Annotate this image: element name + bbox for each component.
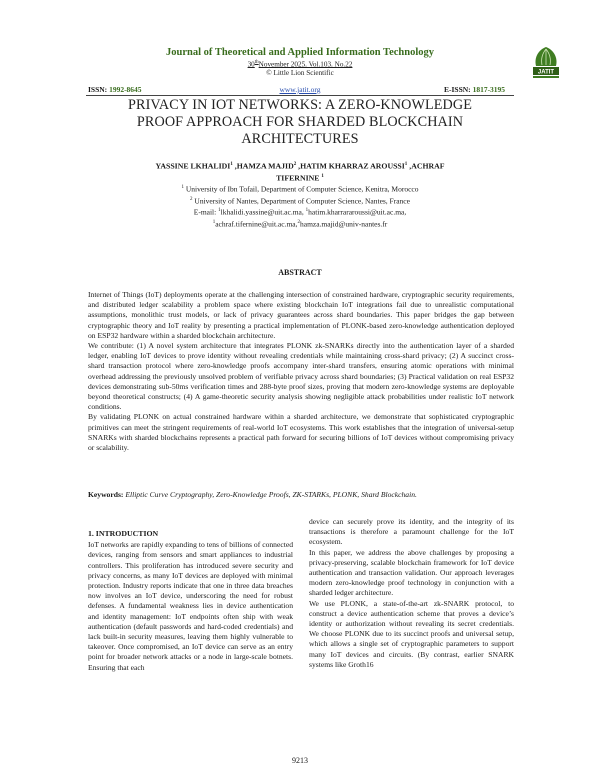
keywords-list: Elliptic Curve Cryptography, Zero-Knowledge Proofs, ZK-STARKs, PLONK, Shard Blockchain. [123,490,417,499]
intro-left-column [88,529,293,673]
paper-title-line-1: PRIVACY IN IOT NETWORKS: A ZERO-KNOWLEDGE [128,97,472,113]
author-name: ,HATIM KHARRAZ AROUSSI [296,161,405,171]
affiliation-2 [0,195,600,207]
author-list [0,160,600,183]
affil-mark: 2 [297,219,300,225]
author-line-1 [0,160,600,172]
keywords-label: Keywords: [88,490,124,499]
issue-date-volume: November 2025. Vol.103. No.22 [258,60,353,69]
issue-line [0,60,600,68]
issue-day-suffix: th [254,60,259,65]
intro-paragraph-1: IoT networks are rapidly expanding to tens of billions of connected devices, ranging from sensors and smart appliances to industrial controllers. This proliferation has introduced severe security and privacy concerns, as many IoT devices are deployed with minimal protection. Industry reports indicate that one in three data breaches now involves an IoT device, underscoring the need for robust defenses. A fundamental weakness lies in device authentication and identity management: IoT endpoints often ship with weak authentication (default passwords and hard-coded credentials) and lack built-in security measures, leaving them highly vulnerable to takeover. Once compromised, an IoT device can serve as an entry point for broader network attacks or a node in large-scale botnets. Ensuring that each [88,540,293,672]
affil-mark: 1 [218,208,221,213]
copyright-line: © Little Lion Scientific [266,69,334,77]
issn-electronic [444,85,505,94]
author-name: ,HAMZA MAJID [232,161,294,171]
affiliation-text: University of Nantes, Department of Computer Science, Nantes, France [192,196,410,205]
header-divider [86,95,514,96]
affil-mark: 1 [212,219,216,225]
journal-logo [528,44,564,82]
abstract-body [88,290,514,453]
affil-mark: 1 [305,208,309,213]
email-address[interactable]: lkhalidi.yassine@uit.ac.ma, [220,207,306,217]
intro-paragraph-2: In this paper, we address the above challenges by proposing a privacy-preserving, scalable blockchain framework for IoT device authentication and transaction validation. Our approach leverages modern zero-knowledge proof technology in conjunction with a sharded ledger architecture. [309,547,514,598]
author-affil-mark: 1 [404,162,408,167]
paper-title [0,97,600,148]
email-address[interactable]: hatim.kharrararoussi@uit.ac.ma, [308,207,407,217]
author-affil-mark: 1 [321,173,324,179]
email-address[interactable]: achraf.tifernine@uit.ac.ma, [215,219,298,228]
abstract-paragraph-2: We contribute: (1) A novel system architecture that integrates PLONK zk-SNARKs directly into the authentication layer of a sharded ledger, enabling IoT devices to prove identity without revealing credentials while maintaining cross-shard privacy; (2) A succinct cross-shard transaction protocol where zero-knowledge proofs accompany inter-shard transfers, ensuring atomic operations with minimal overhead addressing the previously unsolved problem of verifiable privacy across shard boundaries; (3) Practical validation on real ESP32 devices demonstrating sub-50ms verification times and 288-byte proof sizes, proving that modern zero-knowledge systems are deployable beyond theoretical constructs; (4) A game-theoretic security analysis showing negligible attack probabilities under realistic IoT network conditions. [88,341,514,412]
affil-mark: 1 [181,185,184,190]
author-affil-mark: 1 [230,162,233,167]
author-line-2 [0,172,600,184]
author-name: TIFERNINE [276,173,322,183]
paper-title-line-3: ARCHITECTURES [241,131,359,147]
keywords [88,490,514,500]
intro-paragraph-3: We use PLONK, a state-of-the-art zk-SNARK protocol, to construct a device authentication scheme that proves a device’s identity or authorization without revealing its secret credentials. We choose PLONK due to its succinct proofs and universal setup, which allows a single set of cryptographic parameters to support many IoT devices and circuits. (By contrast, earlier SNARK systems like Groth16 [309,598,514,669]
abstract-paragraph-1: Internet of Things (IoT) deployments operate at the challenging intersection of constrained hardware, cryptographic security requirements, and distributed ledger scalability a problem space where existing blockchain IoT integrations fail due to unrealistic computational assumptions, monolithic trust models, or lack of privacy guarantees across shard boundaries. This paper bridges the gap between cryptographic theory and IoT reality by presenting a practical implementation of PLONK-based zero-knowledge authentication deployed on ESP32 hardware within a sharded blockchain architecture. [88,290,514,340]
affiliation-text: University of Ibn Tofail, Department of Computer Science, Kenitra, Morocco [184,184,419,194]
author-name: ,ACHRAF [407,161,445,171]
author-affil-mark: 2 [293,162,297,167]
affiliation-1 [0,183,600,195]
logo-text: JATIT [537,69,555,76]
intro-right-column [309,517,514,670]
email-line-2 [0,218,600,230]
abstract-heading: ABSTRACT [278,268,322,277]
page-number: 9213 [292,756,308,765]
author-name: YASSINE LKHALIDI [155,161,231,171]
affil-mark: 2 [190,196,193,202]
section-heading-introduction: 1. INTRODUCTION [88,529,159,538]
eissn-label: E-ISSN: [444,85,471,94]
issn-label: ISSN: [88,85,108,94]
email-label: E-mail: [193,207,219,217]
eissn-value: 1817-3195 [472,85,506,94]
email-line-1 [0,206,600,218]
journal-website-link[interactable]: www.jatit.org [279,85,321,94]
paper-title-line-2: PROOF APPROACH FOR SHARDED BLOCKCHAIN [136,114,464,130]
journal-title: Journal of Theoretical and Applied Information Technology [166,47,434,58]
affiliations [0,183,600,229]
email-address[interactable]: hamza.majid@univ-nantes.fr [299,219,388,228]
issn-value: 1992-8645 [109,85,142,94]
intro-paragraph-continued: device can securely prove its identity, and the integrity of its transactions is therefore a paramount challenge for the IoT ecosystem. [309,517,514,547]
issue-day: 30 [247,60,255,69]
abstract-paragraph-3: By validating PLONK on actual constrained hardware within a sharded architecture, we demonstrate that sophisticated cryptographic primitives can meet the stringent requirements of real-world IoT ecosystems. This work establishes that the integration of universal-setup SNARKs with sharded blockchains represents a practical path forward for securing billions of IoT devices without compromising privacy or scalability. [88,412,514,453]
